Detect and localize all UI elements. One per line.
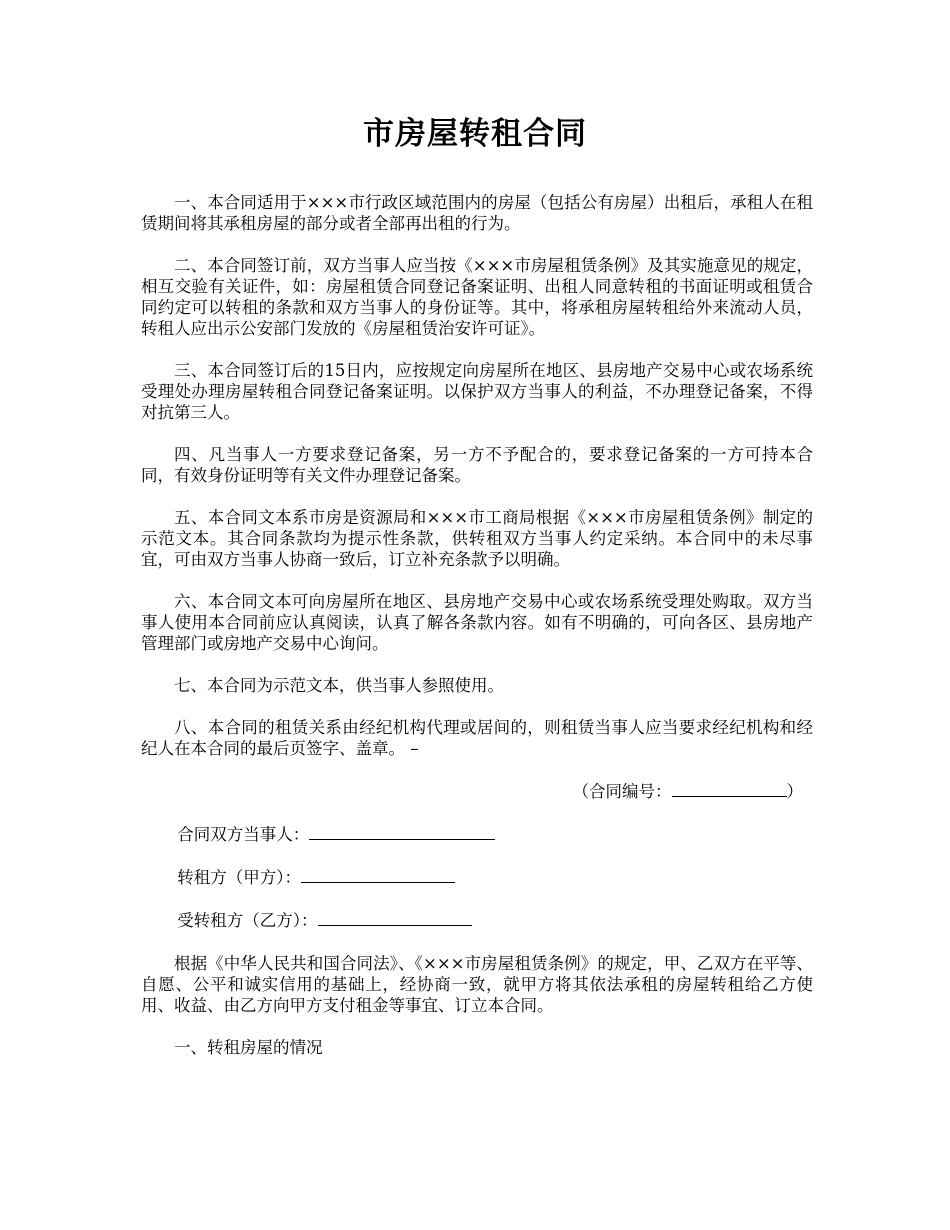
clause-paragraph-5: 五、本合同文本系市房是资源局和×××市工商局根据《×××市房屋租赁条例》制定的示范文本。其合同条款均为提示性条款，供转租双方当事人约定采纳。本合同中的未尽事宜，可由双方当事人协商一致后，订立补充条款予以明确。	[141, 508, 813, 569]
party-b-label: 受转租方（乙方）：	[177, 911, 318, 930]
clause-paragraph-8: 八、本合同的租赁关系由经纪机构代理或居间的，则租赁当事人应当要求经纪机构和经纪人在本合同的最后页签字、盖章。 –	[141, 718, 813, 758]
party-a-blank	[301, 867, 455, 883]
preamble-paragraph: 根据《中华人民共和国合同法》、《×××市房屋租赁条例》的规定，甲、乙双方在平等、自愿、公平和诚实信用的基础上，经协商一致，就甲方将其依法承租的房屋转租给乙方使用、收益、由乙方向甲方支付租金等事宜、订立本合同。	[141, 954, 813, 1015]
clause-paragraph-6: 六、本合同文本可向房屋所在地区、县房地产交易中心或农场系统受理处购取。双方当事人使用本合同前应认真阅读，认真了解各条款内容。如有不明确的，可向各区、县房地产管理部门或房地产交易中心询问。	[141, 592, 813, 653]
party-a-label: 转租方（甲方）：	[177, 868, 302, 887]
parties-label: 合同双方当事人：	[177, 825, 310, 844]
clause-paragraph-7: 七、本合同为示范文本，供当事人参照使用。	[174, 676, 504, 695]
party-b-blank	[318, 910, 472, 926]
section-heading: 一、转租房屋的情况	[174, 1038, 323, 1057]
parties-blank	[309, 824, 495, 840]
parties-line	[141, 824, 813, 845]
clause-paragraph-1: 一、本合同适用于×××市行政区域范围内的房屋（包括公有房屋）出租后，承租人在租赁期间将其承租房屋的部分或者全部再出租的行为。	[141, 193, 813, 233]
contract-number-line	[141, 781, 813, 802]
party-a-line	[141, 867, 813, 888]
contract-number-blank	[672, 781, 787, 797]
party-b-line	[141, 910, 813, 931]
document-title: 市房屋转租合同	[363, 116, 587, 152]
clause-paragraph-3: 三、本合同签订后的15日内，应按规定向房屋所在地区、县房地产交易中心或农场系统受理处办理房屋转租合同登记备案证明。以保护双方当事人的利益，不办理登记备案，不得对抗第三人。	[141, 361, 813, 422]
document-body	[141, 192, 813, 1079]
contract-number-close: ）	[786, 782, 803, 801]
clause-paragraph-4: 四、凡当事人一方要求登记备案，另一方不予配合的，要求登记备案的一方可持本合同，有效身份证明等有关文件办理登记备案。	[141, 445, 813, 485]
clause-paragraph-2: 二、本合同签订前，双方当事人应当按《×××市房屋租赁条例》及其实施意见的规定，相互交验有关证件，如：房屋租赁合同登记备案证明、出租人同意转租的书面证明或租赁合同约定可以转租的条款和双方当事人的身份证等。其中，将承租房屋转租给外来流动人员，转租人应出示公安部门发放的《房屋租赁治安许可证》。	[141, 256, 813, 338]
contract-number-label: （合同编号：	[572, 782, 672, 801]
